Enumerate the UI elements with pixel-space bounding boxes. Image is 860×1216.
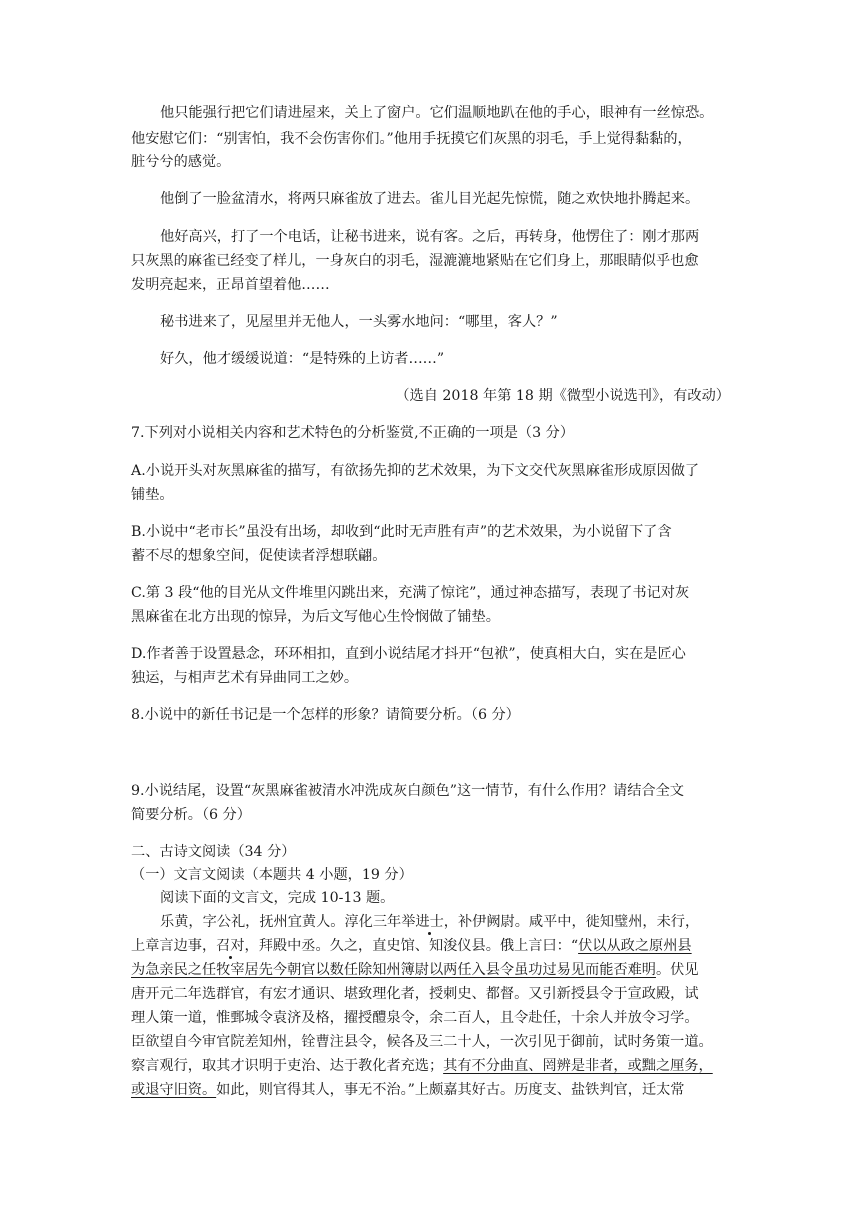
q7-option-d-line1: D.作者善于设置悬念，环环相扣，直到小说结尾才抖开“包袱”，使真相大白，实在是匠心 [131, 646, 686, 662]
underlined-sentence-start: 伏以从政之原州县 [578, 938, 692, 954]
classical-text-line3 [131, 959, 699, 979]
classical-text-line6: 臣欲望自今审官院差知州，铨曹注县令，候各及三二十人，一次引见于御前，试时务策一道。 [131, 1034, 713, 1050]
story-p3-line1: 他好高兴，打了一个电话，让秘书进来，说有客。之后，再转身，他愣住了：刚才那两 [160, 229, 700, 245]
q7-option-b-line2: 蓄不尽的想象空间，促使读者浮想联翩。 [131, 548, 387, 564]
classical-text-line2 [131, 935, 692, 955]
classical-text-segment: 察言观行，取其才识明于吏治、达于教化者充选； [131, 1058, 444, 1074]
question-9-line1: 9.小说结尾，设置“灰黑麻雀被清水冲洗成灰白颜色”这一情节，有什么作用？请结合全文 [131, 783, 684, 799]
story-p5: 好久，他才缓缓说道：“是特殊的上访者……” [160, 351, 445, 367]
emphasis-mark-jinshi: 进士 [415, 914, 444, 930]
story-p3-line2: 只灰黑的麻雀已经变了样儿，一身灰白的羽毛，湿漉漉地紧贴在它们身上，那眼睛似乎也愈 [131, 253, 699, 269]
classical-text-line5: 理人策一道，惟鄄城令袁济及格，擢授醴泉令，余二百人，且令赴任，十余人并放令习学。 [131, 1010, 699, 1026]
section-2-subtitle: （一）文言文阅读（本题共 4 小题，19 分） [131, 867, 413, 883]
story-source: （选自 2018 年第 18 期《微型小说选刊》，有改动） [395, 388, 730, 404]
classical-text-line4: 唐开元二年选群官，有宏才通识、堪致理化者，授刺史、都督。又引新授县令于宣政殿，试 [131, 986, 699, 1002]
classical-text-segment: 乐黄，字公礼，抚州宜黄人。淳化三年举 [160, 914, 416, 930]
q7-option-b-line1: B.小说中“老市长”虽没有出场，却收到“此时无声胜有声”的艺术效果，为小说留下了含 [131, 524, 672, 540]
question-9-line2: 简要分析。（6 分） [131, 807, 251, 823]
q7-option-c-line2: 黑麻雀在北方出现的惊异，为后文写他心生怜悯做了铺垫。 [131, 609, 500, 625]
q7-option-a-line1: A.小说开头对灰黑麻雀的描写，有欲扬先抑的艺术效果，为下文交代灰黑麻雀形成原因做了 [131, 463, 700, 479]
underlined-sentence-2-end: 或退守旧资。 [131, 1082, 217, 1098]
story-p3-line3: 发明亮起来，正昂首望着他…… [131, 277, 330, 293]
question-7-stem: 7.下列对小说相关内容和艺术特色的分析鉴赏,不正确的一项是（3 分） [131, 425, 575, 441]
classical-text-segment: ，拜殿中丞。久之，直史馆、知浚仪县。俄上言曰：“ [244, 938, 579, 954]
story-p4: 秘书进来了，见屋里并无他人，一头雾水地问：“哪里，客人？” [160, 314, 558, 330]
classical-text-segment: 。伏见 [655, 962, 699, 978]
classical-text-line7 [131, 1055, 713, 1075]
emphasis-mark-zhaodui: 召对 [216, 938, 245, 954]
q7-option-c-line1: C.第 3 段“他的目光从文件堆里闪跳出来，充满了惊诧”，通过神态描写，表现了书记对灰 [131, 585, 690, 601]
classical-text-segment: ，补伊阙尉。咸平中，徙知璧州，未行， [443, 914, 700, 930]
story-p1-line2: 他安慰它们：“别害怕，我不会伤害你们。”他用手抚摸它们灰黑的羽毛，手上觉得黏黏的， [131, 131, 692, 147]
classical-text-segment: 上章言边事， [131, 938, 217, 954]
classical-text-segment: 如此，则官得其人，事无不治。”上颇嘉其好古。历度支、盐铁判官，迁太常 [216, 1082, 685, 1098]
question-8: 8.小说中的新任书记是一个怎样的形象？请简要分析。（6 分） [131, 707, 520, 723]
underlined-sentence: 为急亲民之任牧宰居先今朝官以数任除知州簿尉以两任入县令虽功过易见而能否难明 [131, 962, 656, 978]
story-p1-line3: 脏兮兮的感觉。 [131, 154, 231, 170]
q7-option-d-line2: 独运，与相声艺术有异曲同工之妙。 [131, 670, 359, 686]
classical-text-line8 [131, 1079, 684, 1099]
classical-text-line1 [160, 911, 699, 931]
section-2-title: 二、古诗文阅读（34 分） [131, 844, 296, 860]
section-2-instruction: 阅读下面的文言文，完成 10-13 题。 [160, 890, 395, 906]
story-p2: 他倒了一脸盆清水，将两只麻雀放了进去。雀儿目光起先惊慌，随之欢快地扑腾起来。 [160, 191, 700, 207]
underlined-sentence-2: 其有不分曲直、罔辨是非者，或黜之厘务， [443, 1058, 713, 1074]
story-p1-line1: 他只能强行把它们请进屋来，关上了窗户。它们温顺地趴在他的手心，眼神有一丝惊恐。 [160, 105, 714, 121]
q7-option-a-line2: 铺垫。 [131, 487, 174, 503]
